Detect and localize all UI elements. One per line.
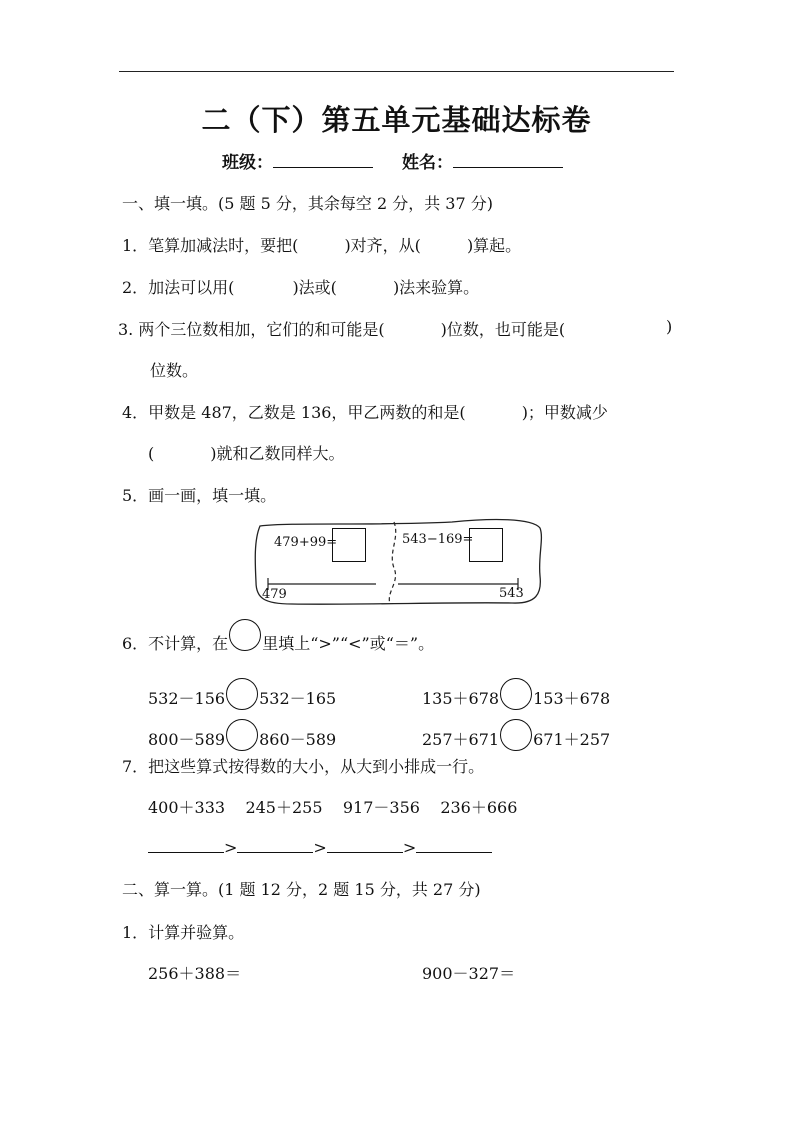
q1-text-b: )对齐，从( — [344, 236, 421, 255]
expr-245-255: 245＋255 — [245, 798, 323, 817]
expr-257-671: 257＋671 — [422, 730, 500, 749]
top-rule — [119, 71, 674, 72]
expr-917-356: 917－356 — [342, 798, 420, 817]
right-tick-label: 543 — [499, 586, 524, 601]
q6-text-a: 6．不计算，在 — [122, 634, 229, 653]
q7-answer-row — [148, 838, 492, 857]
compare-row2-right — [422, 719, 610, 751]
question-1 — [122, 233, 521, 256]
compare-row1-right — [422, 678, 610, 710]
left-expression: 479+99= — [274, 535, 338, 550]
name-field — [402, 148, 563, 173]
gt-sign-2: > — [313, 838, 327, 857]
q3-text-b: )位数，也可能是( — [440, 320, 566, 339]
expr-532-165: 532－165 — [259, 689, 337, 708]
q2-text-b: )法或( — [292, 278, 337, 297]
q3-text-a: 3. 两个三位数相加，它们的和可能是( — [118, 320, 385, 339]
q5-label: 5．画一画，填一填。 — [122, 486, 277, 505]
expr-860-589: 860－589 — [259, 730, 337, 749]
class-field — [222, 148, 373, 173]
order-blank-2[interactable] — [237, 840, 313, 853]
calc-expr-1: 256＋388＝ — [148, 964, 242, 983]
question-6 — [122, 631, 434, 654]
calc-expr-2: 900－327＝ — [422, 964, 516, 983]
q7-expressions — [148, 795, 517, 818]
compare-circle-1[interactable] — [226, 678, 258, 710]
expr-236-666: 236＋666 — [440, 798, 518, 817]
name-label: 姓名： — [402, 153, 453, 173]
section2-heading: 二、算一算。(1 题 12 分，2 题 15 分，共 27 分) — [122, 880, 481, 899]
name-blank[interactable] — [453, 153, 563, 168]
q2-text-c: )法来验算。 — [392, 278, 480, 297]
page-title: 二（下）第五单元基础达标卷 — [201, 103, 592, 137]
q2-text-a: 2．加法可以用( — [122, 278, 235, 297]
expr-532-156: 532－156 — [148, 689, 226, 708]
gt-sign-1: > — [224, 838, 238, 857]
expr-135-678: 135＋678 — [422, 689, 500, 708]
expr-800-589: 800－589 — [148, 730, 226, 749]
order-blank-4[interactable] — [416, 840, 492, 853]
class-blank[interactable] — [273, 153, 373, 168]
expr-671-257: 671＋257 — [533, 730, 611, 749]
question-4 — [122, 400, 608, 423]
q1-text-c: )算起。 — [466, 236, 522, 255]
right-answer-box[interactable] — [469, 528, 503, 562]
divider-dashed — [389, 522, 395, 604]
order-blank-3[interactable] — [327, 840, 403, 853]
q4-text-c: ( — [148, 444, 155, 463]
compare-circle-2[interactable] — [500, 678, 532, 710]
compare-circle-3[interactable] — [226, 719, 258, 751]
q3-text-d: 位数。 — [150, 361, 199, 380]
s2-q1-label: 1．计算并验算。 — [122, 923, 245, 942]
order-blank-1[interactable] — [148, 840, 224, 853]
left-tick-label: 479 — [262, 587, 287, 602]
q3-close-paren: ) — [666, 317, 673, 336]
compare-row1-left — [148, 678, 336, 710]
compare-circle-sample — [229, 619, 261, 651]
expr-400-333: 400＋333 — [148, 798, 226, 817]
question-2 — [122, 275, 479, 298]
q6-text-b: 里填上“>”“<”或“＝”。 — [262, 634, 435, 653]
question-3 — [118, 317, 565, 340]
q7-label: 7．把这些算式按得数的大小，从大到小排成一行。 — [122, 757, 485, 776]
section1-heading: 一、填一填。(5 题 5 分，其余每空 2 分，共 37 分) — [122, 194, 493, 213]
gt-sign-3: > — [402, 838, 417, 857]
compare-circle-4[interactable] — [500, 719, 532, 751]
question-4-line2 — [148, 441, 345, 464]
compare-row2-left — [148, 719, 336, 751]
class-label: 班级： — [222, 153, 273, 173]
q4-text-a: 4．甲数是 487，乙数是 136，甲乙两数的和是( — [122, 403, 466, 422]
q4-text-d: )就和乙数同样大。 — [210, 444, 345, 463]
q4-text-b: )；甲数减少 — [521, 403, 608, 422]
right-expression: 543−169= — [402, 532, 474, 547]
q1-text-a: 1．笔算加减法时，要把( — [122, 236, 299, 255]
expr-153-678: 153＋678 — [533, 689, 611, 708]
left-answer-box[interactable] — [332, 528, 366, 562]
